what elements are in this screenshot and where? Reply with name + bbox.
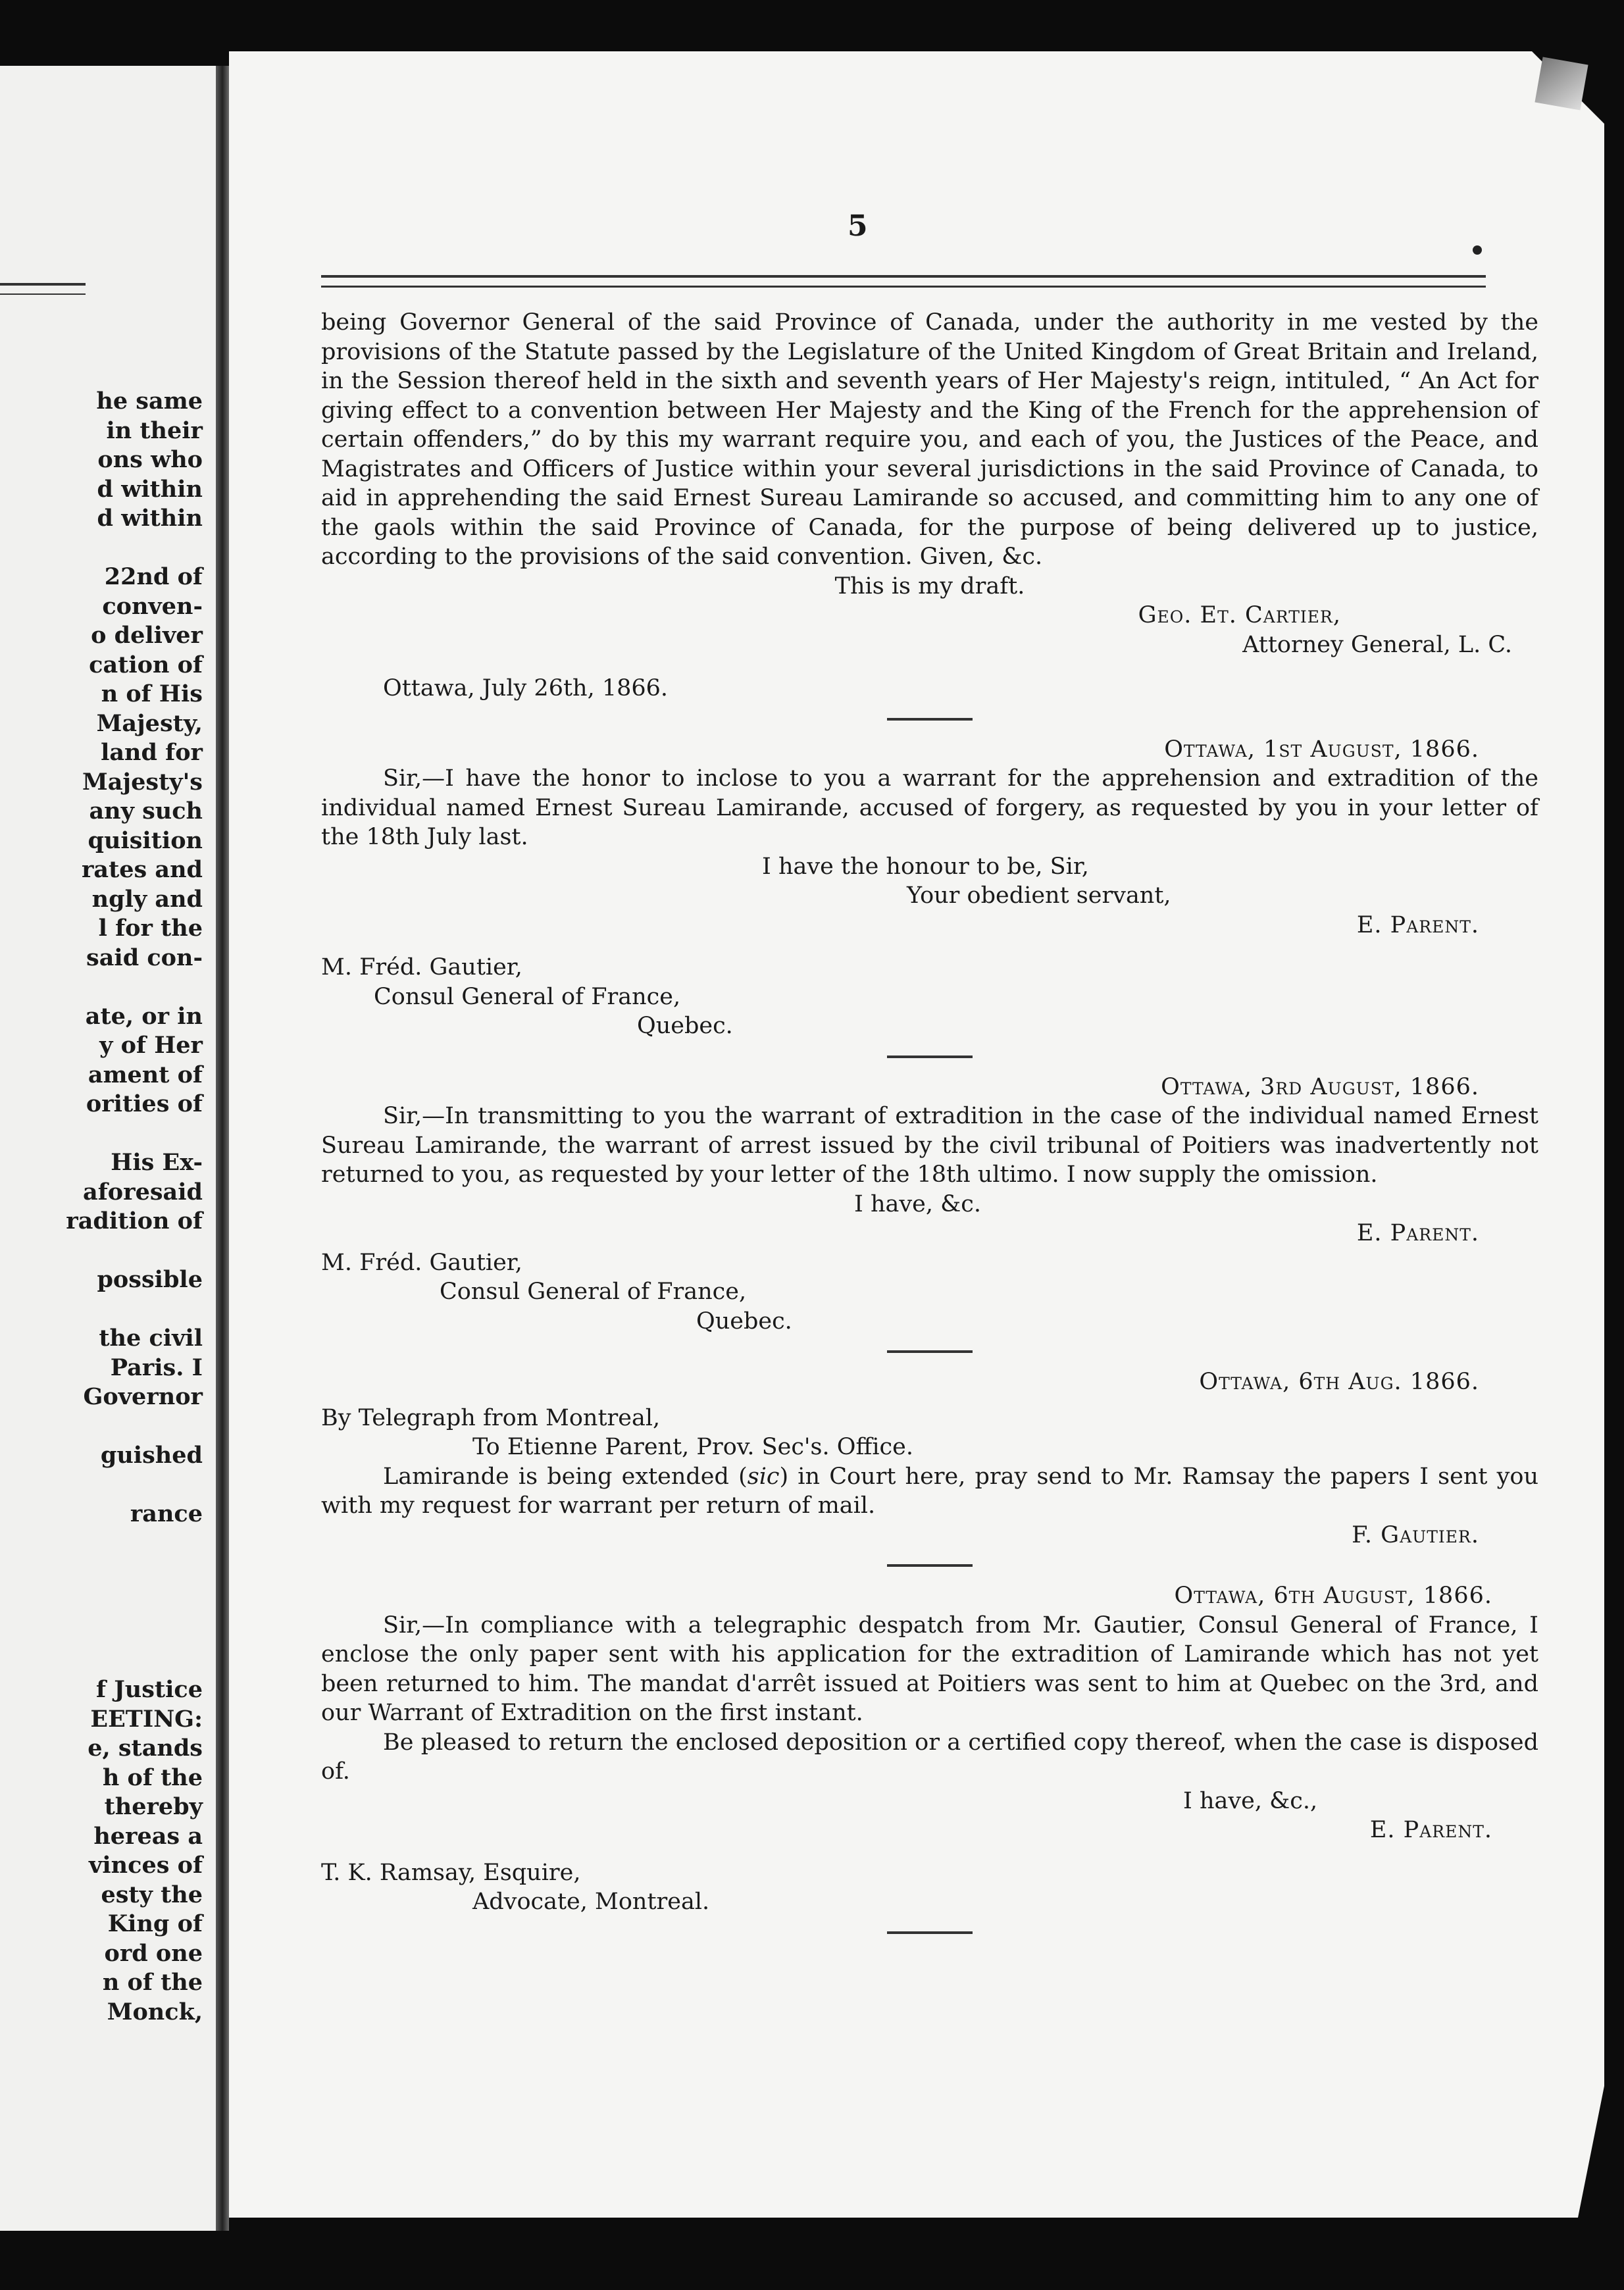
left-page-line: hereas a: [93, 1822, 203, 1850]
left-page-line: f Justice: [96, 1676, 203, 1703]
left-page-line: [0, 1588, 203, 1617]
letter3-addressee1: T. K. Ramsay, Esquire,: [321, 1859, 581, 1886]
left-page-line: y of Her: [99, 1032, 203, 1059]
left-page-line: Majesty's: [82, 768, 203, 796]
letter1-addressee2: Consul General of France,: [374, 983, 681, 1010]
telegram-body: [321, 1462, 1538, 1521]
left-page-line: he same: [96, 388, 203, 415]
left-page-line: land for: [101, 739, 203, 766]
left-page-line: cation of: [89, 651, 203, 678]
book-gutter: [216, 66, 229, 2231]
left-page-line: Majesty,: [96, 709, 203, 737]
letter3-body2: Be pleased to return the enclosed deposition or a certified copy thereof, when the case is disposed of.: [321, 1729, 1538, 1785]
main-page: [229, 51, 1604, 2218]
letter1-dateline: Ottawa, 1st August, 1866.: [1164, 736, 1479, 763]
letter1-signer: E. Parent.: [1356, 911, 1479, 938]
left-page-line: [0, 1412, 203, 1442]
telegram-body-before: Lamirande is being extended (: [383, 1463, 748, 1490]
left-page-line: [0, 1646, 203, 1676]
left-page-line: EETING:: [90, 1705, 203, 1733]
telegram-dateline: Ottawa, 6th Aug. 1866.: [1199, 1369, 1479, 1395]
letter3-dateline: Ottawa, 6th August, 1866.: [1174, 1583, 1492, 1609]
left-page-line: [0, 1617, 203, 1646]
page-number: 5: [848, 209, 868, 243]
left-page-line: [0, 1471, 203, 1500]
ink-speck: [1473, 245, 1482, 255]
telegram-from: By Telegraph from Montreal,: [321, 1404, 661, 1431]
separator: [887, 1056, 973, 1058]
page-body: [321, 308, 1538, 1948]
separator: [887, 1931, 973, 1934]
letter2-addressee2: Consul General of France,: [440, 1279, 747, 1305]
header-rule: [321, 275, 1486, 288]
letter1-body: Sir,—I have the honor to inclose to you a warrant for the apprehension and extradition of the individual named Ernest Sureau Lamirande, accused of forgery, as requested by you in your letter of the 18th July last.: [321, 765, 1538, 850]
telegram-body-after: ) in Court here, pray send to Mr. Ramsay the papers I sent you with my request for warrant per return of mail.: [321, 1463, 1538, 1519]
left-page-line: o deliver: [91, 622, 203, 649]
torn-corner-bottom: [1578, 2086, 1604, 2218]
warrant-text: being Governor General of the said Province of Canada, under the authority in me vested by the provisions of the Statute passed by the Legislature of the United Kingdom of Great Britain and Ireland, in the Session thereof held in the sixth and seventh years of Her Majesty's reign, intituled, “ An Act for giving effect to a convention between Her Majesty and the King of the French for the apprehension of certain offenders,” do by this my warrant require you, and each of you, the Justices of the Peace, and Magistrates and Officers of Justice within your several jurisdictions in the said Province of Canada, to aid in apprehending the said Ernest Sureau Lamirande so accused, and committing him to any one of the gaols within the said Province of Canada, for the purpose of being delivered up to justice, according to the provisions of the said convention. Given, &c.: [321, 309, 1538, 570]
left-page-line: thereby: [104, 1793, 203, 1820]
left-page-line: [0, 1529, 203, 1559]
letter2-signer: E. Parent.: [1356, 1220, 1479, 1246]
left-page-line: rance: [130, 1500, 203, 1527]
letter3-closing: I have, &c.,: [1183, 1787, 1318, 1814]
warrant-signer: Geo. Et. Cartier,: [1138, 602, 1341, 628]
left-page-line: in their: [106, 417, 203, 444]
left-page-line: d within: [97, 475, 203, 503]
telegram-body-sic: sic: [747, 1463, 780, 1490]
left-page-line: His Ex-: [111, 1149, 203, 1176]
left-page-line: ate, or in: [85, 1002, 203, 1030]
left-page-line: ons who: [97, 446, 203, 473]
left-page-line: 22nd of: [104, 563, 203, 590]
left-page-line: orities of: [86, 1090, 203, 1117]
warrant-signer-title: Attorney General, L. C.: [1242, 631, 1512, 658]
left-facing-page: [0, 66, 216, 2231]
left-page-line: ngly and: [91, 885, 203, 913]
letter3-body1: Sir,—In compliance with a telegraphic despatch from Mr. Gautier, Consul General of France, I enclose the only paper sent with his application for the extradition of Lamirande which has not yet been returned to him. The mandat d'arrêt issued at Poitiers was sent to him at Quebec on the 3rd, and our Warrant of Extradition on the first instant.: [321, 1612, 1538, 1726]
separator: [887, 1350, 973, 1353]
left-page-line: [0, 973, 203, 1002]
letter2-closing: I have, &c.: [854, 1190, 981, 1217]
left-page-line: d within: [97, 505, 203, 532]
left-page-line: radition of: [66, 1208, 203, 1234]
letter3-addressee2: Advocate, Montreal.: [472, 1889, 710, 1915]
letter1-addressee1: M. Fréd. Gautier,: [321, 954, 522, 980]
letter1-closing1: I have the honour to be, Sir,: [762, 853, 1089, 880]
separator: [887, 718, 973, 721]
left-page-line: [0, 1558, 203, 1588]
letter1-closing2: Your obedient servant,: [907, 882, 1171, 909]
left-page-line: esty the: [101, 1881, 203, 1908]
separator: [887, 1564, 973, 1567]
left-page-line: [0, 1119, 203, 1149]
left-page-line: the civil: [99, 1325, 203, 1352]
left-page-line: n of the: [102, 1969, 203, 1996]
left-page-line: [0, 534, 203, 563]
left-page-line: conven-: [102, 592, 203, 620]
left-page-line: [0, 1295, 203, 1325]
left-page-line: l for the: [98, 915, 203, 942]
left-page-line: n of His: [101, 680, 203, 707]
left-page-text-fragments: [0, 387, 203, 2027]
left-page-line: any such: [89, 798, 203, 825]
letter2-addressee1: M. Fréd. Gautier,: [321, 1249, 522, 1276]
letter2-dateline: Ottawa, 3rd August, 1866.: [1161, 1073, 1479, 1100]
left-page-line: Paris. I: [110, 1354, 203, 1381]
left-page-line: ament of: [88, 1061, 203, 1088]
left-page-line: King of: [107, 1910, 203, 1937]
letter1-addressee3: Quebec.: [637, 1013, 733, 1039]
left-page-line: Monck,: [107, 1998, 203, 2025]
telegram-signer: F. Gautier.: [1352, 1521, 1479, 1548]
letter2-body: Sir,—In transmitting to you the warrant of extradition in the case of the individual named Ernest Sureau Lamirande, the warrant of arrest issued by the civil tribunal of Poitiers was inadvertently not returned to you, as requested by your letter of the 18th ultimo. I now supply the omission.: [321, 1103, 1538, 1188]
page-fold: [1535, 57, 1588, 110]
left-page-line: guished: [100, 1442, 203, 1469]
left-page-line: ord one: [104, 1939, 203, 1967]
left-page-line: said con-: [86, 944, 203, 971]
left-page-line: aforesaid: [83, 1178, 203, 1206]
left-page-line: e, stands: [88, 1735, 203, 1762]
draft-note: This is my draft.: [834, 572, 1025, 599]
left-page-line: quisition: [88, 827, 203, 854]
left-page-line: vinces of: [89, 1852, 203, 1879]
left-page-line: h of the: [102, 1764, 203, 1791]
letter2-addressee3: Quebec.: [696, 1308, 792, 1335]
left-page-line: [0, 1236, 203, 1266]
left-page-rule: [0, 283, 86, 295]
letter3-signer: E. Parent.: [1369, 1817, 1492, 1843]
left-page-line: possible: [97, 1266, 203, 1293]
left-page-line: rates and: [81, 856, 203, 883]
telegram-to: To Etienne Parent, Prov. Sec's. Office.: [472, 1434, 913, 1460]
left-page-line: Governor: [83, 1383, 203, 1410]
warrant-date: Ottawa, July 26th, 1866.: [383, 675, 669, 701]
